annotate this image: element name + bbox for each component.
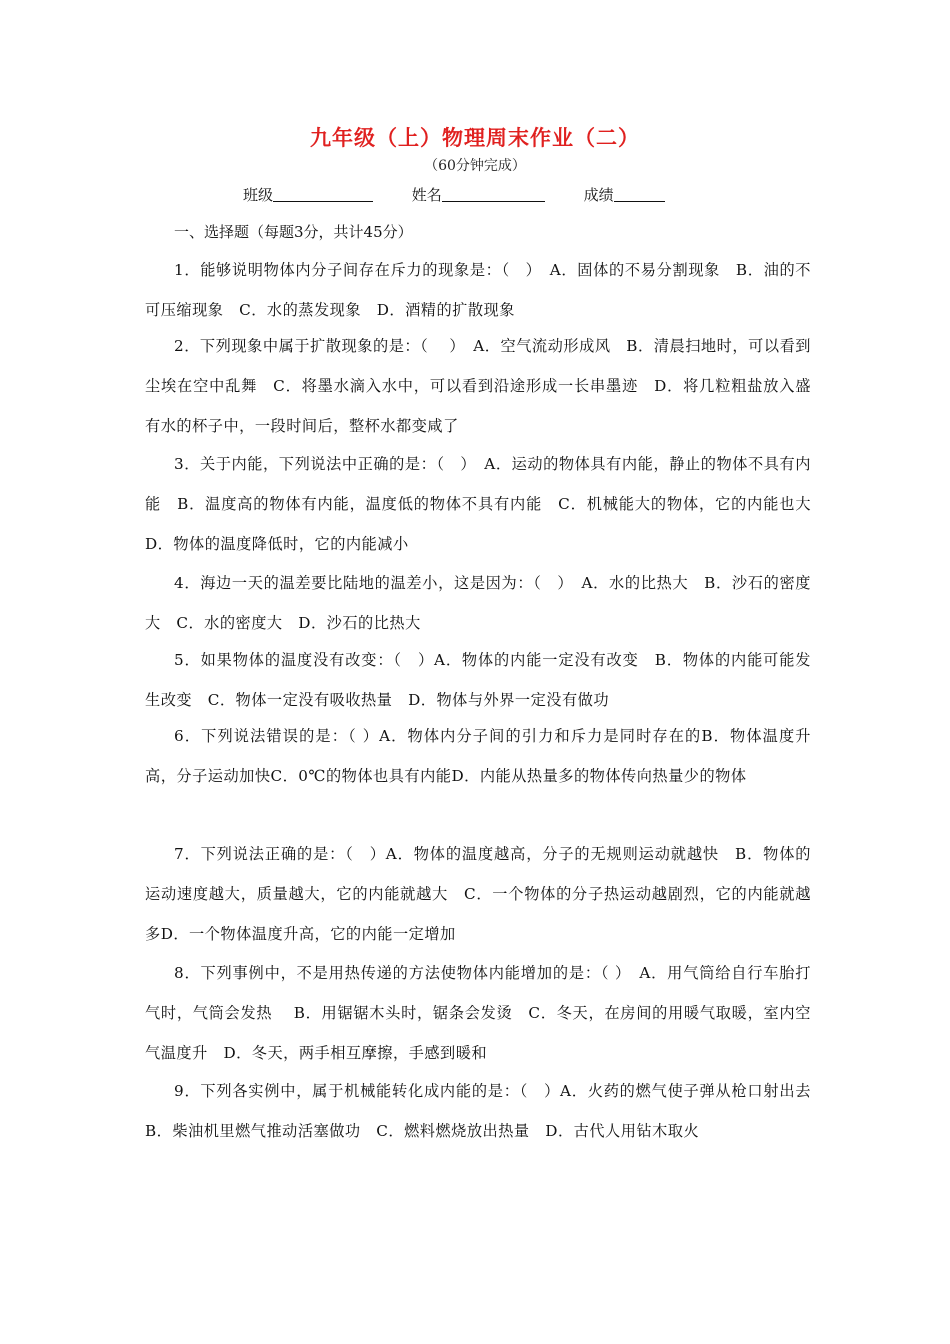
name-field [412,184,545,205]
score-blank [614,186,665,202]
class-field [243,184,373,205]
question-2: 2．下列现象中属于扩散现象的是：（ ） A．空气流动形成风 B．清晨扫地时，可以看到尘埃在空中乱舞 C．将墨水滴入水中，可以看到沿途形成一长串墨迹 D．将几粒粗盐放入盛有水的杯子中，一段时间后，整杯水都变咸了 [145,337,811,435]
question-5: 5．如果物体的温度没有改变：（ ）A．物体的内能一定没有改变 B．物体的内能可能发生改变 C．物体一定没有吸收热量 D．物体与外界一定没有做功 [145,651,811,709]
student-info-row [243,184,665,205]
name-label: 姓名 [411,186,442,204]
page-title: 九年级（上）物理周末作业（二） [310,126,640,150]
score-label: 成绩 [583,186,614,204]
question-7: 7．下列说法正确的是：（ ）A．物体的温度越高，分子的无规则运动就越快 B．物体的运动速度越大，质量越大，它的内能就越大 C．一个物体的分子热运动越剧烈，它的内能就越多D．一个物体温度升高，它的内能一定增加 [145,845,811,943]
name-blank [442,186,545,202]
score-field [584,184,665,205]
question-1: 1．能够说明物体内分子间存在斥力的现象是：（ ） A．固体的不易分割现象 B．油的不可压缩现象 C．水的蒸发现象 D．酒精的扩散现象 [145,261,811,319]
question-8: 8．下列事例中，不是用热传递的方法使物体内能增加的是：（ ） A．用气筒给自行车胎打气时，气筒会发热 B．用锯锯木头时，锯条会发烫 C．冬天，在房间的用暖气取暖，室内空气温度升 D．冬天，两手相互摩擦，手感到暖和 [145,964,811,1062]
question-9: 9．下列各实例中，属于机械能转化成内能的是：（ ）A．火药的燃气使子弹从枪口射出去 B．柴油机里燃气推动活塞做功 C．燃料燃烧放出热量 D．古代人用钻木取火 [145,1082,827,1140]
question-4: 4．海边一天的温差要比陆地的温差小，这是因为：（ ） A．水的比热大 B．沙石的密度大 C．水的密度大 D．沙石的比热大 [145,574,811,632]
class-blank [273,186,373,202]
class-label: 班级 [243,186,274,204]
question-3: 3．关于内能，下列说法中正确的是：（ ） A．运动的物体具有内能，静止的物体不具有内能 B．温度高的物体有内能，温度低的物体不具有内能 C．机械能大的物体，它的内能也大 D．物体的温度降低时，它的内能减小 [145,455,827,553]
page-subtitle: （60分钟完成） [424,158,526,174]
question-6: 6．下列说法错误的是：（ ）A．物体内分子间的引力和斥力是同时存在的B．物体温度升高，分子运动加快C．0℃的物体也具有内能D．内能从热量多的物体传向热量少的物体 [145,727,811,785]
section-title: 一、选择题（每题3分，共计45分） [174,223,413,241]
